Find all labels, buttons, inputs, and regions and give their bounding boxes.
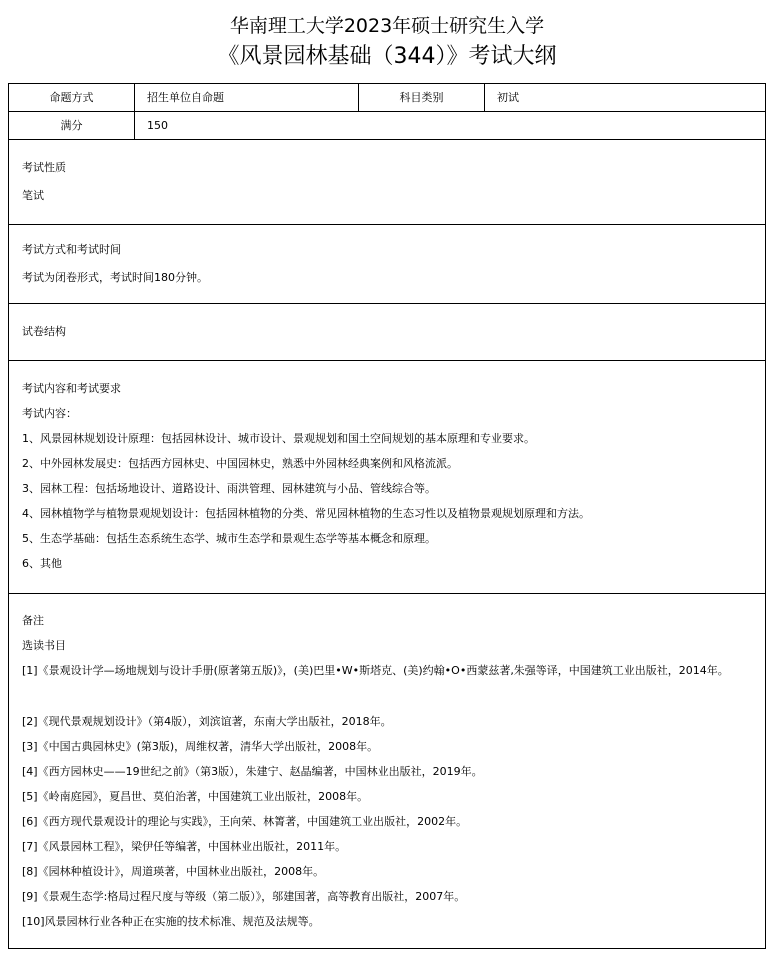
section-content: 笔试 <box>22 189 44 202</box>
book-item: [3]《中国古典园林史》(第3版)，周维权著，清华大学出版社，2008年。 <box>22 740 379 753</box>
section-heading: 试卷结构 <box>22 325 66 338</box>
book-item: [4]《西方园林史——19世纪之前》（第3版），朱建宁、赵晶编著，中国林业出版社，2019年。 <box>22 765 483 778</box>
section-subheading: 考试内容： <box>22 407 77 420</box>
content-item: 5、生态学基础：包括生态系统生态学、城市生态学和景观生态学等基本概念和原理。 <box>22 532 436 545</box>
section-notes <box>9 594 765 948</box>
section-paper-structure <box>9 304 765 361</box>
section-heading: 考试方式和考试时间 <box>22 243 121 256</box>
section-exam-method <box>9 225 765 304</box>
section-subheading: 选读书目 <box>22 639 66 652</box>
book-item: [5]《岭南庭园》，夏昌世、莫伯治著，中国建筑工业出版社，2008年。 <box>22 790 369 803</box>
content-item: 1、风景园林规划设计原理：包括园林设计、城市设计、景观规划和国土空间规划的基本原理和专业要求。 <box>22 432 535 445</box>
value-full-score: 150 <box>147 119 168 132</box>
section-heading: 考试内容和考试要求 <box>22 382 121 395</box>
info-row-2 <box>9 112 765 140</box>
document-title-line2: 《风景园林基础（344）》考试大纲 <box>217 44 557 69</box>
content-item: 2、中外园林发展史：包括西方园林史、中国园林史，熟悉中外园林经典案例和风格流派。 <box>22 457 458 470</box>
content-item: 3、园林工程：包括场地设计、道路设计、雨洪管理、园林建筑与小品、管线综合等。 <box>22 482 436 495</box>
label-subject-category: 科目类别 <box>359 84 485 111</box>
book-item: [1]《景观设计学—场地规划与设计手册(原著第五版)》，(美)巴里•W•斯塔克、(美)约翰•O•西蒙兹著,朱强等译，中国建筑工业出版社，2014年。 <box>22 664 729 677</box>
book-item: [7]《风景园林工程》，梁伊任等编著，中国林业出版社，2011年。 <box>22 840 347 853</box>
section-content: 考试为闭卷形式，考试时间180分钟。 <box>22 271 208 284</box>
value-exam-setting: 招生单位自命题 <box>135 84 359 111</box>
book-item: [9]《景观生态学:格局过程尺度与等级（第二版）》，邬建国著，高等教育出版社，2007年。 <box>22 890 466 903</box>
section-exam-nature <box>9 140 765 225</box>
value-subject-category: 初试 <box>497 91 519 104</box>
book-item: [10]风景园林行业各种正在实施的技术标准、规范及法规等。 <box>22 915 320 928</box>
book-item: [6]《西方现代景观设计的理论与实践》，王向荣、林箐著，中国建筑工业出版社，2002年。 <box>22 815 468 828</box>
label-full-score: 满分 <box>9 112 135 139</box>
content-item: 4、园林植物学与植物景观规划设计：包括园林植物的分类、常见园林植物的生态习性以及植物景观规划原理和方法。 <box>22 507 590 520</box>
book-item: [8]《园林种植设计》，周道瑛著，中国林业出版社，2008年。 <box>22 865 325 878</box>
section-heading: 备注 <box>22 614 44 627</box>
info-row-1 <box>9 84 765 112</box>
content-item: 6、其他 <box>22 557 62 570</box>
section-heading: 考试性质 <box>22 161 66 174</box>
section-exam-content <box>9 361 765 594</box>
book-item: [2]《现代景观规划设计》（第4版），刘滨谊著，东南大学出版社，2018年。 <box>22 715 392 728</box>
document-title-line1: 华南理工大学2023年硕士研究生入学 <box>229 15 545 37</box>
syllabus-table <box>8 83 766 949</box>
label-exam-setting: 命题方式 <box>9 84 135 111</box>
